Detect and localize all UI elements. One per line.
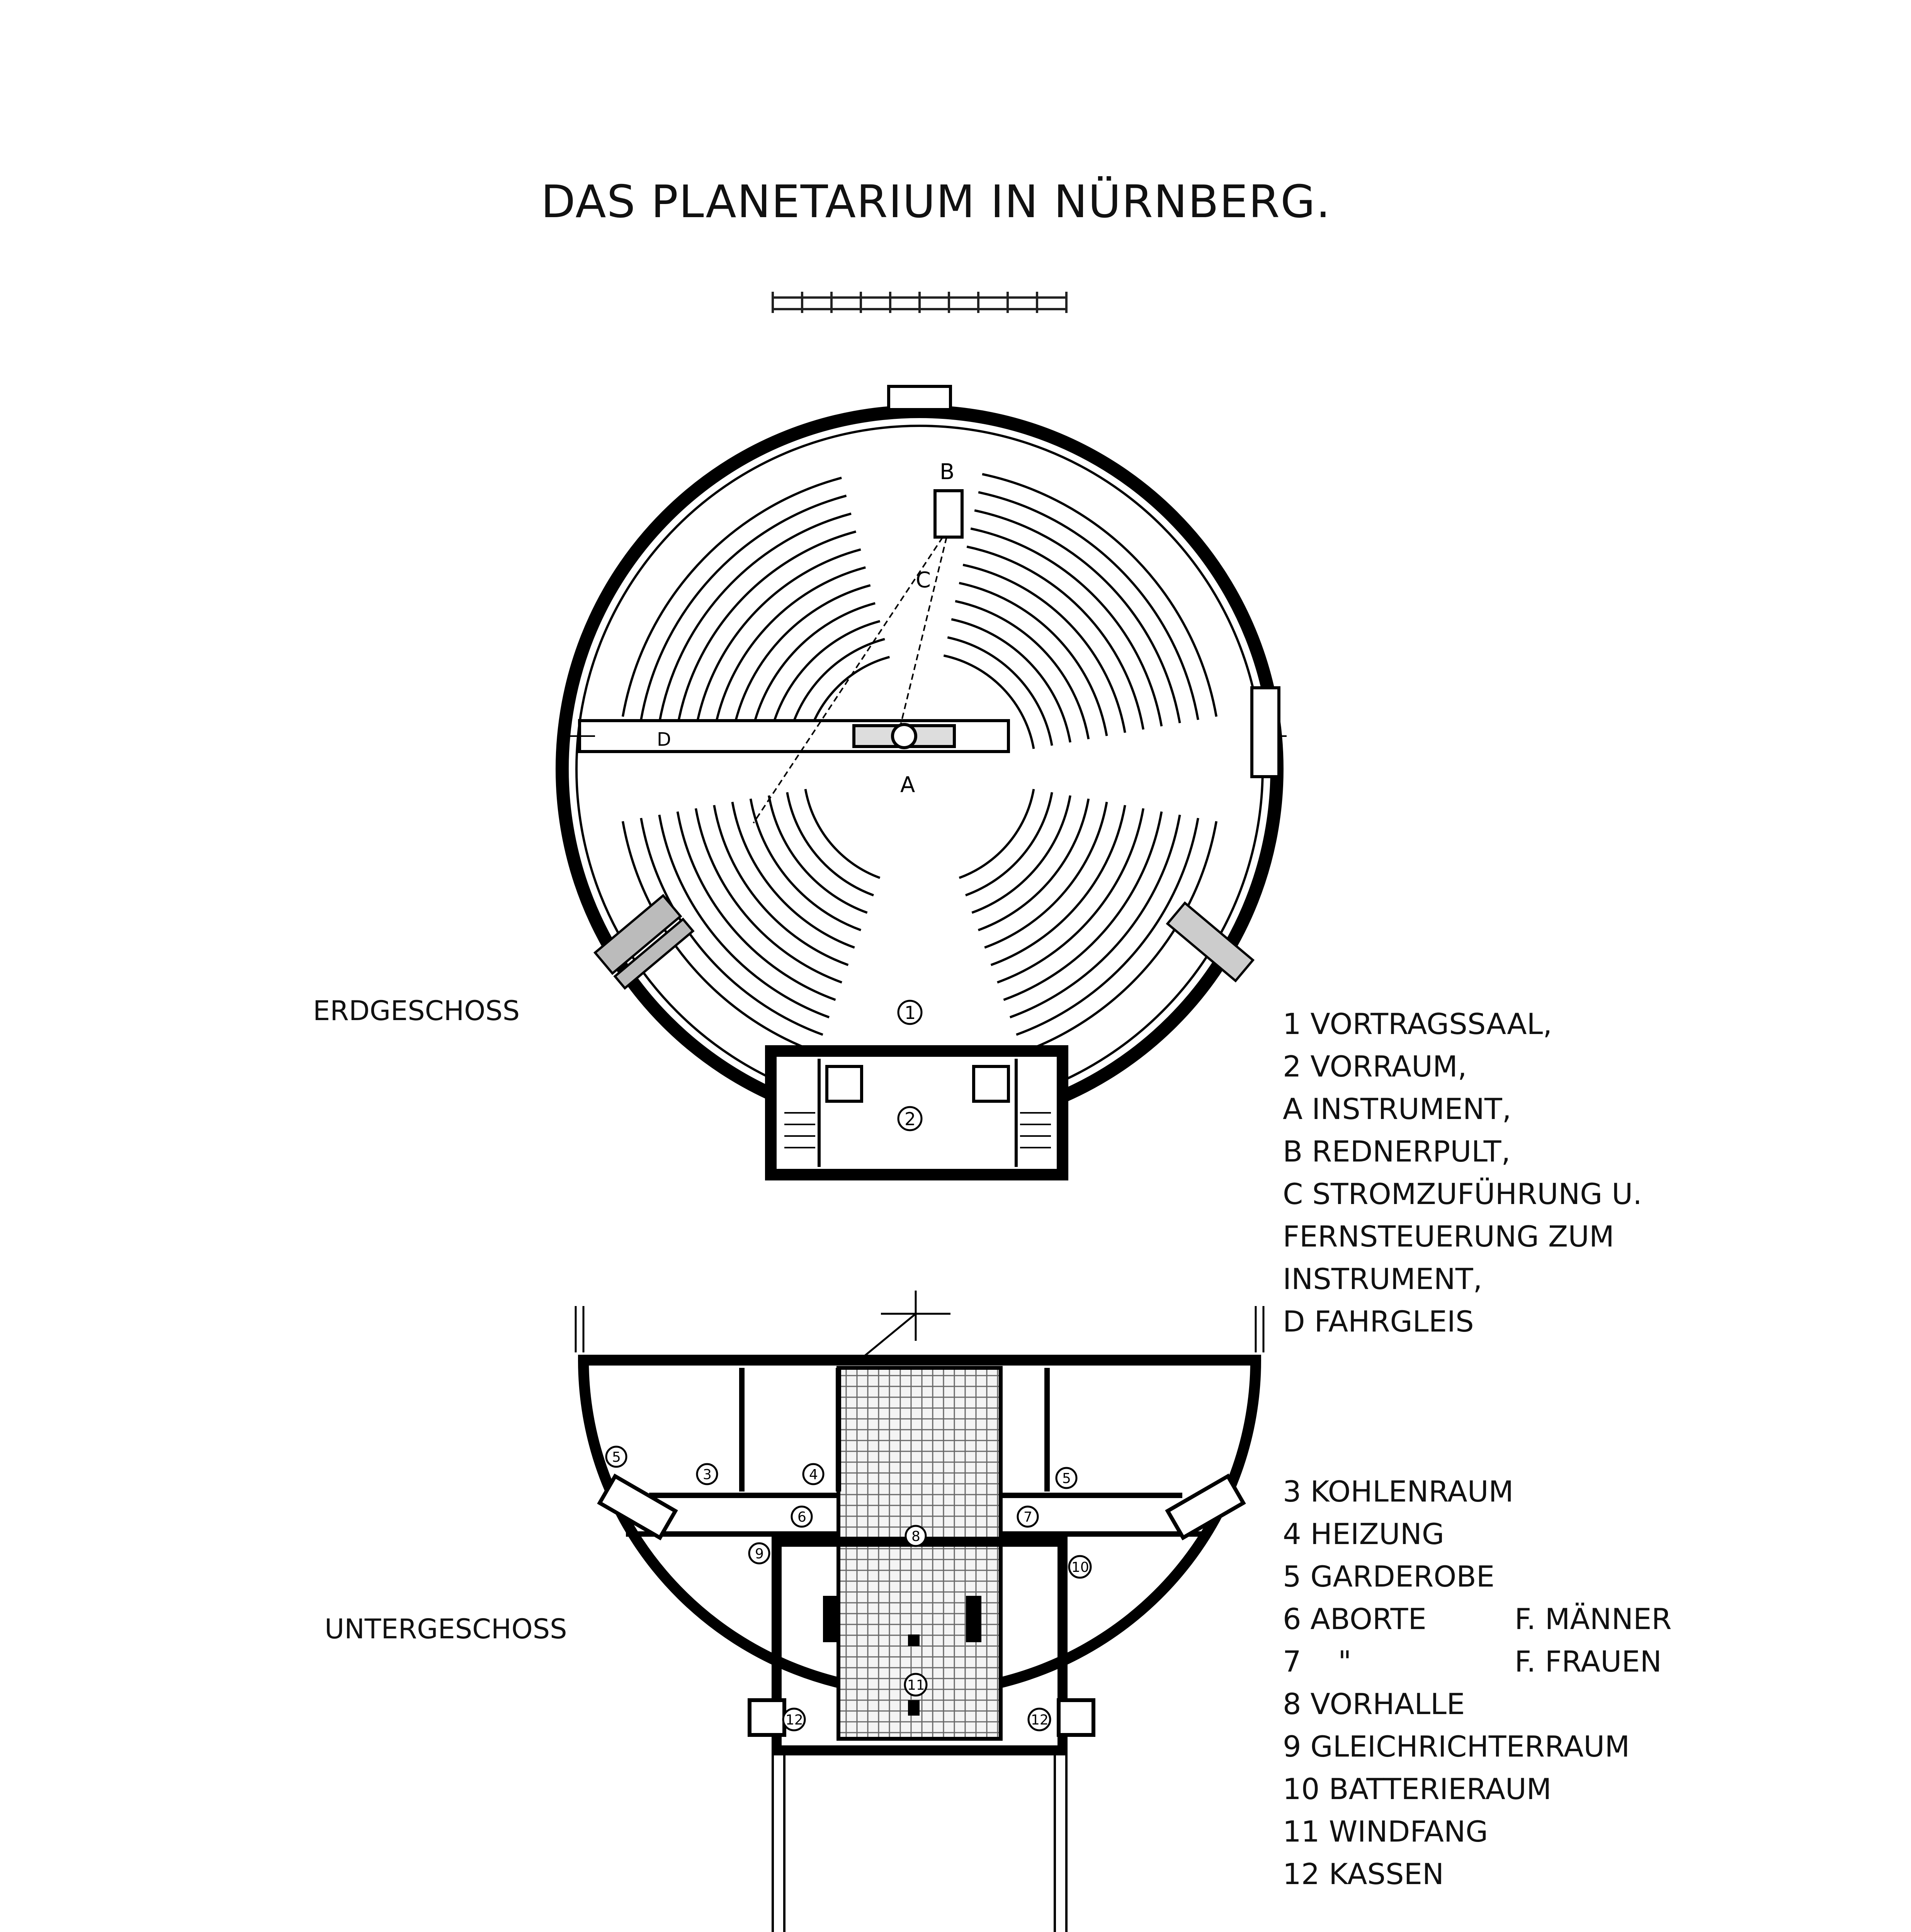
plan-letter-d: D bbox=[657, 729, 671, 750]
seat-row bbox=[959, 789, 1034, 878]
legend-item: 12 KASSEN bbox=[1283, 1857, 1444, 1891]
legend-item-note: F. MÄNNER bbox=[1515, 1602, 1672, 1636]
legend-item: D FAHRGLEIS bbox=[1283, 1304, 1474, 1338]
plan-letter-b: B bbox=[940, 459, 955, 485]
plan-letter-c: C bbox=[916, 568, 931, 593]
seat-row bbox=[978, 492, 1198, 720]
legend-item: FERNSTEUERUNG ZUM bbox=[1283, 1219, 1614, 1253]
room-number-12-west: 12 bbox=[785, 1712, 803, 1728]
seat-row bbox=[769, 796, 867, 913]
seat-row bbox=[678, 811, 836, 1000]
legend-item: B REDNERPULT, bbox=[1283, 1134, 1511, 1168]
legend-item: 1 VORTRAGSSAAL, bbox=[1283, 1007, 1552, 1041]
legend-item bbox=[1283, 1640, 1662, 1683]
room-number-4: 4 bbox=[809, 1467, 818, 1483]
north-door bbox=[889, 386, 950, 410]
seat-row bbox=[623, 478, 842, 717]
seat-row bbox=[972, 796, 1070, 913]
legend-item: A INSTRUMENT, bbox=[1283, 1092, 1511, 1126]
seat-row bbox=[732, 585, 870, 736]
room-number-10: 10 bbox=[1071, 1560, 1089, 1575]
plan-letter-a: A bbox=[900, 772, 915, 798]
seat-row bbox=[971, 529, 1161, 726]
legend-item: 2 VORRAUM, bbox=[1283, 1049, 1467, 1083]
seat-row bbox=[641, 496, 846, 720]
room-number-8: 8 bbox=[911, 1529, 920, 1544]
ground-floor-legend bbox=[1283, 1003, 1642, 1343]
legend-item: 5 GARDEROBE bbox=[1283, 1560, 1495, 1594]
room-number-1: 1 bbox=[904, 1002, 916, 1023]
scale-bar bbox=[773, 292, 1066, 313]
seat-row bbox=[696, 808, 842, 982]
legend-item-note: F. FRAUEN bbox=[1515, 1645, 1662, 1679]
seat-row bbox=[997, 808, 1143, 982]
seat-row bbox=[963, 565, 1125, 733]
legend-item: 3 KOHLENRAUM bbox=[1283, 1475, 1514, 1509]
room-number-2: 2 bbox=[904, 1109, 916, 1129]
seat-row bbox=[659, 514, 851, 723]
room-number-5-east: 5 bbox=[1062, 1471, 1071, 1486]
legend-item: 9 GLEICHRICHTERRAUM bbox=[1283, 1730, 1630, 1764]
seat-row bbox=[959, 583, 1107, 736]
legend-item: 10 BATTERIERAUM bbox=[1283, 1772, 1552, 1806]
seat-row bbox=[714, 567, 865, 733]
room-number-3: 3 bbox=[703, 1467, 712, 1483]
room-number-7: 7 bbox=[1024, 1509, 1032, 1525]
legend-item: C STROMZUFÜHRUNG U. bbox=[1283, 1177, 1642, 1211]
room-number-12-east: 12 bbox=[1031, 1712, 1049, 1728]
legend-item: INSTRUMENT, bbox=[1283, 1262, 1483, 1296]
legend-item: 11 WINDFANG bbox=[1283, 1815, 1488, 1849]
room-number-6: 6 bbox=[797, 1509, 806, 1525]
seat-row bbox=[714, 805, 848, 965]
legend-item-text: 6 ABORTE bbox=[1283, 1602, 1426, 1636]
basement-legend bbox=[1283, 1470, 1672, 1895]
room-number-9: 9 bbox=[755, 1546, 764, 1562]
seat-row bbox=[1004, 811, 1162, 1000]
ground-floor-label: ERDGESCHOSS bbox=[313, 995, 520, 1027]
room-number-11: 11 bbox=[907, 1677, 925, 1693]
legend-item bbox=[1283, 1598, 1672, 1640]
legend-item: 4 HEIZUNG bbox=[1283, 1517, 1444, 1551]
instrument-globe bbox=[893, 724, 916, 748]
seat-row bbox=[991, 805, 1125, 965]
basement-label: UNTERGESCHOSS bbox=[325, 1613, 567, 1645]
seat-row bbox=[806, 789, 880, 878]
east-door bbox=[1252, 688, 1279, 777]
room-number-5-west: 5 bbox=[612, 1449, 621, 1465]
seating-rows bbox=[623, 474, 1216, 1052]
page-title: DAS PLANETARIUM IN NÜRNBERG. bbox=[541, 176, 1331, 228]
seat-row bbox=[982, 474, 1216, 717]
lectern bbox=[935, 491, 962, 537]
legend-item-text: 7 " bbox=[1283, 1645, 1352, 1679]
legend-item: 8 VORHALLE bbox=[1283, 1687, 1465, 1721]
ground-floor-plan bbox=[560, 386, 1287, 1175]
